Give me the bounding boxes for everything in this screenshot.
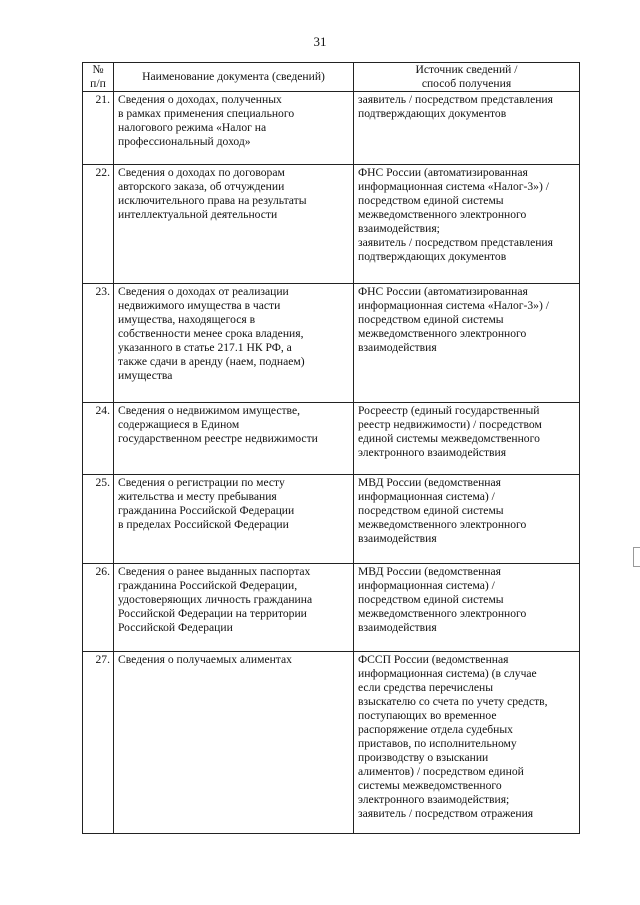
document-name: Сведения о доходах по договорам авторского заказа, об отчуждении исключительного права на результаты интеллектуальной деятельности <box>114 165 354 284</box>
table-row <box>83 284 580 403</box>
row-number: 24. <box>83 403 114 475</box>
document-source: ФССП России (ведомственная информационная система) (в случае если средства перечислены взыскателю со счета по учету средств, поступающих во временное распоряжение отдела судебных приставов, по исполнительному производству о взыскании алиментов) / посредством единой системы межведомственного электронного взаимодействия; заявитель / посредством отражения <box>354 652 580 834</box>
document-source: МВД России (ведомственная информационная система) / посредством единой системы межведомственного электронного взаимодействия <box>354 475 580 564</box>
document-name: Сведения о регистрации по месту жительства и месту пребывания гражданина Российской Федерации в пределах Российской Федерации <box>114 475 354 564</box>
document-source: ФНС России (автоматизированная информационная система «Налог-3») / посредством единой системы межведомственного электронного взаимодействия <box>354 284 580 403</box>
table-header <box>83 63 580 92</box>
table-row <box>83 652 580 834</box>
row-number: 23. <box>83 284 114 403</box>
document-name: Сведения о получаемых алиментах <box>114 652 354 834</box>
document-source: ФНС России (автоматизированная информационная система «Налог-3») / посредством единой системы межведомственного электронного взаимодействия; заявитель / посредством представления подтверждающих документов <box>354 165 580 284</box>
header-name: Наименование документа (сведений) <box>114 63 354 92</box>
header-source <box>354 63 580 92</box>
table-row <box>83 92 580 165</box>
table-row <box>83 564 580 652</box>
document-source: Росреестр (единый государственный реестр недвижимости) / посредством единой системы межведомственного электронного взаимодействия <box>354 403 580 475</box>
table-row <box>83 475 580 564</box>
document-name: Сведения о доходах, полученных в рамках применения специального налогового режима «Налог на профессиональный доход» <box>114 92 354 165</box>
documents-table <box>82 62 580 834</box>
row-number: 21. <box>83 92 114 165</box>
header-num <box>83 63 114 92</box>
table-body <box>83 92 580 834</box>
document-name: Сведения о недвижимом имуществе, содержащиеся в Едином государственном реестре недвижимости <box>114 403 354 475</box>
row-number: 26. <box>83 564 114 652</box>
row-number: 22. <box>83 165 114 284</box>
document-name: Сведения о доходах от реализации недвижимого имущества в части имущества, находящегося в собственности менее срока владения, указанного в статье 217.1 НК РФ, а также сдачи в аренду (наем, поднаем) имущества <box>114 284 354 403</box>
table-row <box>83 403 580 475</box>
table-row <box>83 165 580 284</box>
document-source: МВД России (ведомственная информационная система) / посредством единой системы межведомственного электронного взаимодействия <box>354 564 580 652</box>
document-name: Сведения о ранее выданных паспортах гражданина Российской Федерации, удостоверяющих личность гражданина Российской Федерации на территории Российской Федерации <box>114 564 354 652</box>
header-num-line-2: п/п <box>90 77 106 90</box>
header-num-line-1: № <box>92 63 104 76</box>
row-number: 25. <box>83 475 114 564</box>
header-source-line-1: Источник сведений / <box>415 63 518 76</box>
scan-edge-mark <box>633 547 640 567</box>
document-source: заявитель / посредством представления подтверждающих документов <box>354 92 580 165</box>
row-number: 27. <box>83 652 114 834</box>
header-row <box>83 63 580 92</box>
header-source-line-2: способ получения <box>421 77 512 90</box>
page-number: 31 <box>313 34 327 49</box>
